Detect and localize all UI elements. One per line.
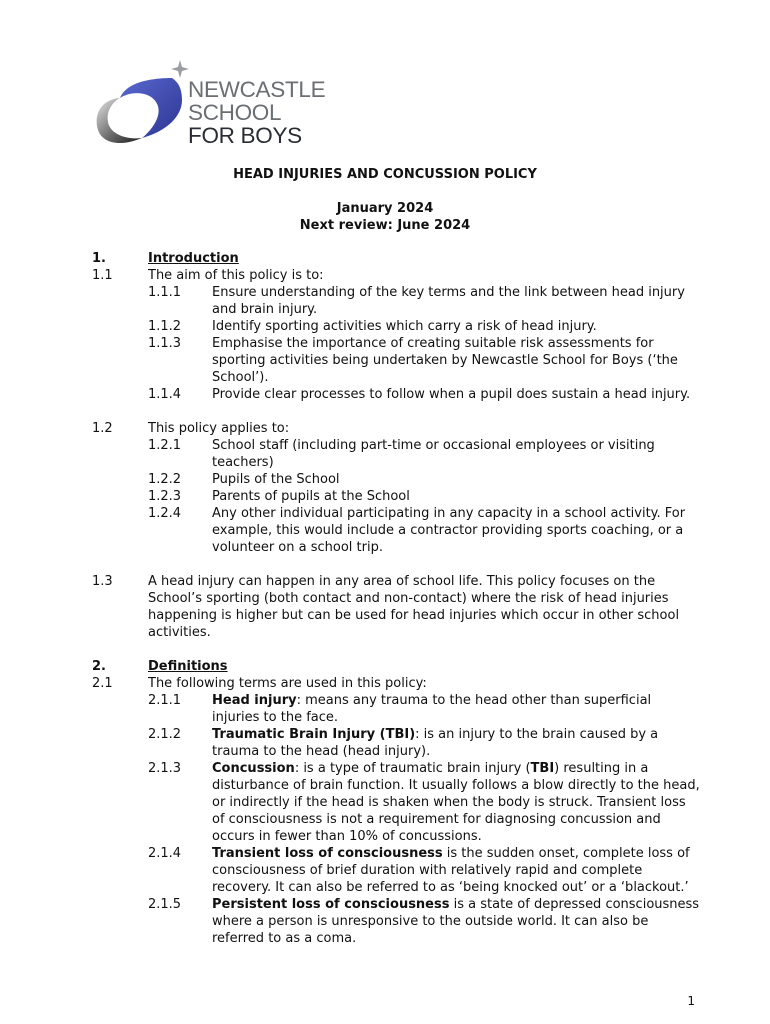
definition-body: is the sudden onset, complete loss of consciousness of brief duration with relatively rapid and complete recovery. It can also be referred to as ‘being knocked out’ or a ‘blackout.’	[212, 846, 690, 895]
sub-clause-number: 1.2.2	[148, 472, 182, 487]
section-heading	[92, 658, 702, 675]
next-review-date: Next review: June 2024	[299, 218, 471, 233]
clause-text: This policy applies to:	[148, 421, 290, 436]
clause-number: 1.1	[92, 268, 113, 283]
definition-text	[212, 760, 702, 845]
logo-line-1: NEWCASTLE	[188, 77, 326, 102]
sub-clause-text: Pupils of the School	[212, 472, 340, 487]
sub-clause	[92, 488, 702, 505]
sub-clause-text: Provide clear processes to follow when a pupil does sustain a head injury.	[212, 387, 691, 402]
sub-clause-number: 1.1.3	[148, 336, 182, 351]
sub-clause-number: 2.1.5	[148, 897, 182, 912]
section-heading	[92, 250, 702, 267]
sub-clause-number: 1.1.4	[148, 387, 182, 402]
section-number: 2.	[92, 659, 106, 674]
definition-text	[212, 726, 702, 760]
sub-clause	[92, 437, 702, 471]
clause-number: 1.3	[92, 574, 113, 589]
sub-clause	[92, 505, 702, 556]
sub-clause-number: 2.1.4	[148, 846, 182, 861]
definition-abbreviation: TBI	[530, 761, 555, 776]
definition-body: : is an injury to the brain caused by a trauma to the head (head injury).	[212, 727, 659, 759]
definition-body-continued: ) resulting in a disturbance of brain function. It usually follows a blow directly to the head, or indirectly if the head is shaken when the body is struck. Transient loss of consciousness is not a requirement for diagnosing concussion and occurs in fewer than 10% of concussions.	[212, 761, 700, 844]
sub-clause	[92, 471, 702, 488]
sub-clause-number: 2.1.1	[148, 693, 182, 708]
sub-clause-text: Identify sporting activities which carry a risk of head injury.	[212, 319, 597, 334]
sub-clause-number: 2.1.3	[148, 761, 182, 776]
sub-clause	[92, 318, 702, 335]
clause	[92, 267, 702, 284]
sub-clause-number: 1.2.3	[148, 489, 182, 504]
clause-text: The aim of this policy is to:	[148, 268, 324, 283]
definition-term: Transient loss of consciousness	[212, 846, 443, 861]
sub-clause-number: 2.1.2	[148, 727, 182, 742]
logo-emblem-icon	[92, 56, 192, 152]
definition-term: Head injury	[212, 693, 297, 708]
document-title: HEAD INJURIES AND CONCUSSION POLICY	[233, 167, 537, 182]
clause	[92, 573, 702, 641]
document-date: January 2024	[336, 201, 434, 216]
definition-text	[212, 845, 702, 896]
sub-clause	[92, 284, 702, 318]
sub-clause-number: 1.1.1	[148, 285, 182, 300]
section-title: Definitions	[148, 659, 228, 674]
clause-number: 1.2	[92, 421, 113, 436]
definition-item	[92, 896, 702, 947]
policy-body	[92, 250, 702, 947]
definition-body: is a state of depressed consciousness where a person is unresponsive to the outside world. It can also be referred to as a coma.	[212, 897, 700, 946]
school-logo	[92, 56, 326, 152]
definition-term: Persistent loss of consciousness	[212, 897, 450, 912]
sub-clause-number: 1.2.1	[148, 438, 182, 453]
clause-number: 2.1	[92, 676, 113, 691]
definition-item	[92, 760, 702, 845]
clause-text: The following terms are used in this policy:	[148, 676, 427, 691]
definition-term: Traumatic Brain Injury (TBI)	[212, 727, 416, 742]
definition-item	[92, 726, 702, 760]
sub-clause-number: 1.2.4	[148, 506, 182, 521]
sub-clause-number: 1.1.2	[148, 319, 182, 334]
sub-clause-text: School staff (including part-time or occasional employees or visiting teachers)	[212, 438, 655, 470]
logo-wordmark	[188, 78, 325, 147]
definition-body: : means any trauma to the head other than superficial injuries to the face.	[212, 693, 652, 725]
definition-item	[92, 845, 702, 896]
logo-line-3: FOR BOYS	[188, 123, 302, 148]
clause	[92, 675, 702, 692]
definition-text	[212, 896, 702, 947]
sub-clause	[92, 335, 702, 386]
definition-body: : is a type of traumatic brain injury (	[294, 761, 531, 776]
sub-clause	[92, 386, 702, 403]
sub-clause-text: Emphasise the importance of creating suitable risk assessments for sporting activities being undertaken by Newcastle School for Boys (‘the School’).	[212, 336, 678, 385]
section-number: 1.	[92, 251, 106, 266]
sub-clause-text: Any other individual participating in any capacity in a school activity. For example, this would include a contractor providing sports coaching, or a volunteer on a school trip.	[212, 506, 686, 555]
definition-term: Concussion	[212, 761, 295, 776]
definition-item	[92, 692, 702, 726]
logo-line-2: SCHOOL	[188, 100, 282, 125]
section-title: Introduction	[148, 251, 239, 266]
sub-clause-text: Ensure understanding of the key terms and the link between head injury and brain injury.	[212, 285, 685, 317]
clause-text: A head injury can happen in any area of school life. This policy focuses on the School’s sporting (both contact and non-contact) where the risk of head injuries happening is higher but can be used for head injuries which occur in other school activities.	[148, 574, 680, 640]
page-number: 1	[687, 994, 695, 1008]
clause	[92, 420, 702, 437]
definition-text	[212, 692, 702, 726]
sub-clause-text: Parents of pupils at the School	[212, 489, 410, 504]
